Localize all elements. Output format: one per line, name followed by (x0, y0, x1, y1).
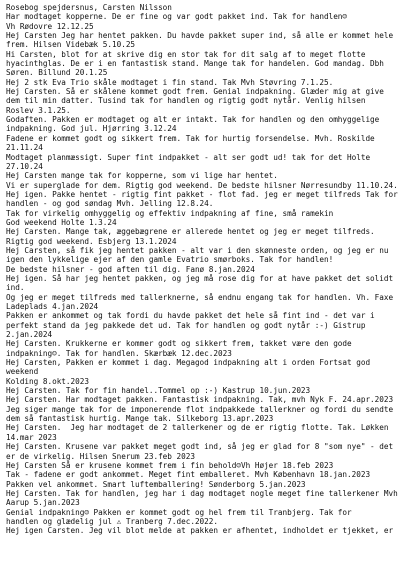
feedback-line: handlen - og god søndag Mvh. Jelling 12.8.24. (6, 199, 214, 209)
feedback-line: De bedste hilsner - god aften til dig. Fanø 8.jan.2024 (6, 264, 255, 274)
feedback-line: Hej igen. Pakke hentet - rigtig fint pakket - flot fad. jeg er meget tilfreds Tak for (6, 189, 398, 199)
feedback-line: 14.mar 2023 (6, 432, 57, 442)
feedback-line: handlen og glædelig jul ⚠ Tranberg 7.dec.2022. (6, 516, 218, 526)
feedback-line: Vh Rødovre 12.12.25 (6, 21, 94, 31)
feedback-line: Aarup 5.jan.2023 (6, 498, 80, 508)
feedback-line: dem til min datter. Tusind tak for handlen og rigtig godt nytår. Venlig hilsen (6, 96, 366, 106)
feedback-line: Hej Carsten Så er krusene kommet frem i fin behold☺Vh Højer 18.feb 2023 (6, 460, 334, 470)
feedback-line: Hej Carsten Jeg har hentet pakken. Du havde pakket super ind, så alle er kommet hele (6, 31, 394, 41)
feedback-line: Hej Carsten. Så er skålene kommet godt frem. Genial indpakning. Glæder mig at give (6, 87, 384, 97)
feedback-line: Hej Carsten. Mange tak, æggebægrene er allerede hentet og jeg er meget tilfreds. (6, 227, 375, 237)
feedback-line: Tak - fadene er godt ankommet. Meget fint emballeret. Mvh København 18.jan.2023 (6, 470, 371, 480)
feedback-line: Hej Carsten. Krusene var pakket meget godt ind, så jeg er glad for 8 "som nye" - det (6, 442, 394, 452)
feedback-line: perfekt stand da jeg pakkede det ud. Tak for handlen og godt nytår :-) Gistrup (6, 320, 366, 330)
feedback-line: Hej Carsten, så fik jeg hentet pakken - alt var i den skønneste orden, og jeg er nu (6, 245, 389, 255)
feedback-line: Ladeplads 4.jan.2024 (6, 302, 99, 311)
feedback-line: indpakning. God jul. Hjørring 3.12.24 (6, 124, 177, 134)
feedback-line: Søren. Billund 20.1.25 (6, 68, 108, 78)
feedback-line: frem. Hilsen Videbæk 5.10.25 (6, 40, 136, 50)
feedback-line: Fadene er kommet godt og sikkert frem. Tak for hurtig forsendelse. Mvh. Roskilde (6, 133, 375, 143)
feedback-line: Hej 2 stk Eva Trio skåle modtaget i fin stand. Tak Mvh Støvring 7.1.25. (6, 77, 334, 87)
feedback-line: Hej Carsten mange tak for kopperne, som vi lige har hentet. (6, 171, 278, 181)
feedback-line: Hej igen. Så har jeg hentet pakken, og jeg må rose dig for at have pakket det solidt (6, 273, 394, 283)
feedback-line: Hej Carsten. Har modtaget pakken. Fantastisk indpakning. Tak, mvh Nyk F. 24.apr.2023 (6, 395, 394, 405)
feedback-line: God weekend Holte 1.3.24 (6, 217, 117, 227)
feedback-line: Roslev 3.1.25. (6, 105, 71, 115)
feedback-line: Godaften. Pakken er modtaget og alt er intakt. Tak for handlen og den omhyggelige (6, 115, 380, 125)
feedback-line: 2.jan.2024 (6, 330, 53, 340)
feedback-line: Hi Carsten, blot for at skrive dig en stor tak for dit salg af to meget flotte (6, 49, 366, 59)
feedback-line: Vi er superglade for dem. Rigtig god weekend. De bedste hilsner Nørresundby 11.10.24. (6, 180, 398, 190)
feedback-line: Og jeg er meget tilfreds med tallerknerne, så endnu engang tak for handlen. Vh. Faxe (6, 292, 394, 302)
feedback-line: Tak for virkelig omhyggelig og effektiv indpakning af fine, små ramekin (6, 208, 334, 218)
feedback-line: Hej Carsten. Tak for handlen, jeg har i dag modtaget nogle meget fine tallerkener Mvh (6, 488, 398, 498)
feedback-line: Hej Carsten, Pakken er kommet i dag. Megagod indpakning alt i orden Fortsat god (6, 358, 371, 368)
feedback-line: Hej Carsten. Tak for fin handel..Tommel op :-) Kastrup 10.jun.2023 (6, 386, 311, 396)
feedback-line: weekend (6, 367, 39, 377)
feedback-line: 21.11.24 (6, 143, 43, 153)
document-title: Rosebog spejdersnus, Carsten Nilsson (6, 3, 172, 12)
feedback-line: Hej Carsten. Krukkerne er kommer godt og sikkert frem, takket være den gode (6, 339, 352, 349)
feedback-line: 27.10.24 (6, 161, 43, 171)
feedback-line: er de virkelig. Hilsen Snerum 23.feb 2023 (6, 451, 195, 461)
feedback-line: Pakken vel ankommet. Smart luftemballering! Sønderborg 5.jan.2023 (6, 479, 306, 489)
feedback-line: Jeg siger mange tak for de imponerende flot indpakkede tallerkner og fordi du sendte (6, 404, 394, 414)
feedback-line: ind. (6, 283, 25, 293)
feedback-line: Modtaget planmæssigt. Super fint indpakket - alt ser godt ud! tak for det Holte (6, 152, 371, 162)
feedback-line: Genial indpakning☺ Pakken er kommet godt og hel frem til Tranbjerg. Tak for (6, 507, 352, 517)
feedback-line: dem så fantastisk hurtig. Mange tak. Silkeborg 13.apr.2023 (6, 414, 274, 424)
feedback-line: Hej igen Carsten. Jeg vil blot melde at pakken er afhentet, indholdet er tjekket, er (6, 526, 394, 536)
feedback-line: Pakken er ankommet og tak fordi du havde pakket det hele så fint ind - det var i (6, 311, 375, 321)
feedback-line: Kolding 8.okt.2023 (6, 376, 89, 386)
feedback-line: Rigtig god weekend. Esbjerg 13.1.2024 (6, 236, 177, 246)
feedback-line: indpakning☺. Tak for handlen. Skærbæk 12.dec.2023 (6, 348, 232, 358)
feedback-line: hyacinthglas. De er i en fantastisk stand. Mange tak for handelen. God mandag. Dbh (6, 59, 384, 69)
feedback-line: Hej Carsten. Jeg har modtaget de 2 tallerkener og de er rigtig flotte. Tak. Løkken (6, 423, 389, 433)
feedback-line: igen den lykkelige ejer af den gamle Evatrio smørboks. Tak for handlen! (6, 255, 334, 265)
feedback-line: Har modtaget kopperne. De er fine og var godt pakket ind. Tak for handlen☺ (6, 12, 348, 22)
